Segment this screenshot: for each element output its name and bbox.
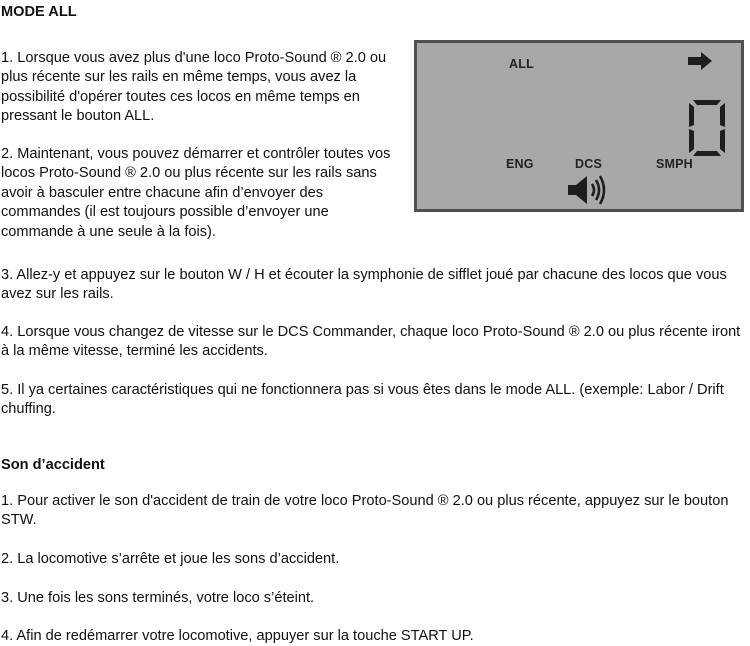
section-title-son-accident: Son d’accident xyxy=(1,457,105,473)
paragraph-2: 2. Maintenant, vous pouvez démarrer et contrôler toutes vos locos Proto-Sound ® 2.0 ou plus récente sur les rails sans avoir à basculer entre chacune afin d’envoyer des commandes (il est toujours possible d’envoyer une commande à une seule à la fois). xyxy=(1,146,391,240)
section-title-mode-all: MODE ALL xyxy=(1,4,77,20)
accident-step-3: 3. Une fois les sons terminés, votre loco s’éteint. xyxy=(1,590,315,606)
accident-step-1: 1. Pour activer le son d'accident de train de votre loco Proto-Sound ® 2.0 ou plus récente, appuyez sur le bouton STW. xyxy=(1,493,729,529)
speed-digit xyxy=(687,98,727,158)
lcd-unit-label: SMPH xyxy=(656,157,693,171)
paragraph-4: 4. Lorsque vous changez de vitesse sur le DCS Commander, chaque loco Proto-Sound ® 2.0 ou plus récente iront à la même vitesse, terminé les accidents. xyxy=(1,324,741,360)
lcd-eng-label: ENG xyxy=(506,157,534,171)
accident-step-4: 4. Afin de redémarrer votre locomotive, appuyer sur la touche START UP. xyxy=(1,628,474,644)
lcd-display xyxy=(414,40,744,212)
lcd-mode-label: ALL xyxy=(509,57,534,71)
right-arrow-icon xyxy=(686,51,714,71)
paragraph-3: 3. Allez-y et appuyez sur le bouton W / H et écouter la symphonie de sifflet joué par chacune des locos que vous avez sur les rails. xyxy=(1,267,727,303)
paragraph-5: 5. Il ya certaines caractéristiques qui ne fonctionnera pas si vous êtes dans le mode ALL. (exemple: Labor / Drift chuffing. xyxy=(1,382,724,418)
paragraph-1: 1. Lorsque vous avez plus d'une loco Proto-Sound ® 2.0 ou plus récente sur les rails en même temps, vous avez la possibilité d'opérer toutes ces locos en même temps en pressant le bouton ALL. xyxy=(1,50,387,125)
accident-step-2: 2. La locomotive s’arrête et joue les sons d’accident. xyxy=(1,551,340,567)
lcd-dcs-label: DCS xyxy=(575,157,602,171)
speaker-sound-icon xyxy=(565,173,609,207)
